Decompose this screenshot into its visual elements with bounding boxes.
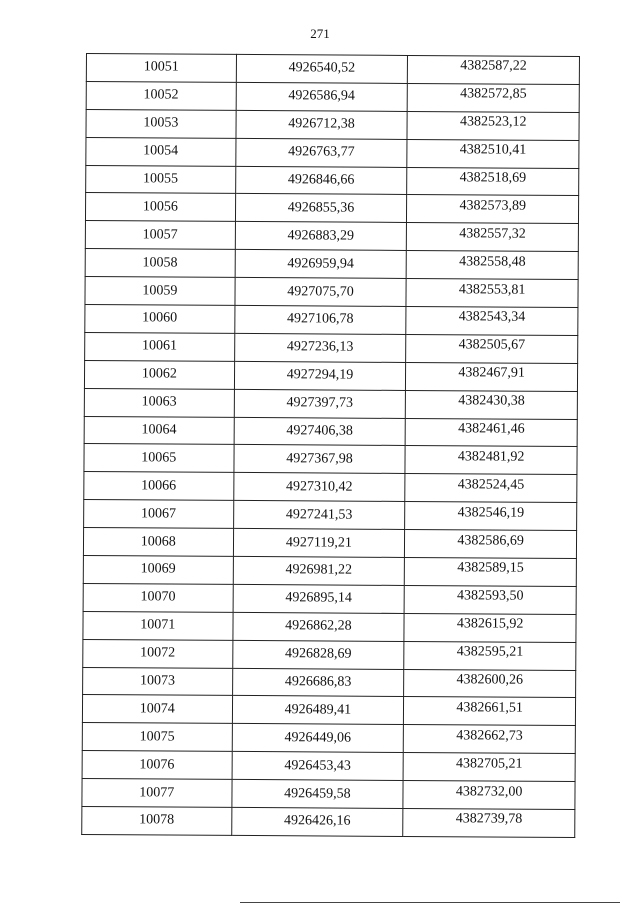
y-coordinate-cell bbox=[404, 641, 576, 670]
y-coordinate-value: 4382467,91 bbox=[458, 365, 525, 381]
x-coordinate-cell: 4927406,38 bbox=[234, 417, 406, 446]
table-row bbox=[84, 500, 577, 531]
point-id-cell: 10054 bbox=[86, 137, 236, 166]
point-id-cell: 10058 bbox=[85, 249, 235, 278]
point-id-cell: 10070 bbox=[83, 583, 233, 612]
x-coordinate-cell: 4927075,70 bbox=[235, 278, 407, 307]
y-coordinate-value: 4382589,15 bbox=[457, 560, 524, 577]
point-id-cell: 10055 bbox=[86, 165, 236, 194]
y-coordinate-value: 4382586,69 bbox=[457, 532, 524, 549]
y-coordinate-cell bbox=[404, 725, 576, 754]
y-coordinate-cell bbox=[406, 251, 578, 280]
table-row bbox=[83, 528, 576, 559]
y-coordinate-value: 4382739,78 bbox=[455, 811, 523, 828]
table-row bbox=[82, 751, 575, 782]
y-coordinate-cell bbox=[406, 362, 578, 391]
point-id-cell: 10075 bbox=[82, 723, 232, 752]
y-coordinate-value: 4382546,19 bbox=[457, 504, 525, 521]
x-coordinate-cell: 4927119,21 bbox=[233, 529, 405, 558]
y-coordinate-value: 4382595,21 bbox=[456, 644, 524, 660]
x-coordinate-cell: 4926426,16 bbox=[231, 807, 403, 836]
y-coordinate-cell bbox=[404, 613, 576, 642]
y-coordinate-cell bbox=[403, 781, 575, 810]
table-row bbox=[86, 165, 579, 196]
point-id-cell: 10067 bbox=[84, 500, 234, 529]
point-id-cell: 10072 bbox=[83, 639, 233, 668]
table-row bbox=[82, 807, 575, 838]
x-coordinate-cell: 4926883,29 bbox=[235, 222, 407, 251]
y-coordinate-cell bbox=[406, 334, 578, 363]
table-row bbox=[82, 779, 575, 810]
point-id-cell: 10071 bbox=[83, 611, 233, 640]
x-coordinate-cell: 4926862,28 bbox=[233, 612, 405, 641]
table-row bbox=[84, 472, 577, 503]
coordinates-table-body bbox=[82, 54, 580, 838]
y-coordinate-cell bbox=[407, 139, 579, 168]
x-coordinate-cell: 4927241,53 bbox=[233, 501, 405, 530]
table-row bbox=[84, 388, 577, 419]
table-row bbox=[83, 639, 576, 670]
y-coordinate-value: 4382705,21 bbox=[456, 755, 523, 772]
y-coordinate-cell bbox=[407, 111, 579, 140]
y-coordinate-cell bbox=[405, 474, 577, 503]
coordinates-table bbox=[81, 53, 580, 838]
y-coordinate-value: 4382430,38 bbox=[458, 393, 525, 409]
point-id-cell: 10052 bbox=[86, 81, 236, 110]
x-coordinate-cell: 4926828,69 bbox=[232, 640, 404, 669]
y-coordinate-cell bbox=[406, 279, 578, 308]
x-coordinate-cell: 4927367,98 bbox=[234, 445, 406, 474]
point-id-cell: 10051 bbox=[86, 54, 236, 83]
x-coordinate-cell: 4926459,58 bbox=[231, 780, 403, 809]
table-row bbox=[83, 556, 576, 587]
y-coordinate-cell bbox=[407, 167, 579, 196]
y-coordinate-value: 4382505,67 bbox=[458, 337, 526, 354]
x-coordinate-cell: 4926895,14 bbox=[233, 584, 405, 613]
y-coordinate-value: 4382600,26 bbox=[456, 672, 524, 688]
table-row bbox=[85, 305, 578, 336]
point-id-cell: 10077 bbox=[82, 779, 232, 808]
y-coordinate-cell bbox=[403, 753, 575, 782]
x-coordinate-cell: 4927310,42 bbox=[233, 473, 405, 502]
x-coordinate-cell: 4927106,78 bbox=[234, 305, 406, 334]
y-coordinate-value: 4382481,92 bbox=[457, 449, 525, 465]
point-id-cell: 10061 bbox=[85, 332, 235, 361]
page-number: 271 bbox=[310, 26, 330, 41]
table-row bbox=[85, 332, 578, 363]
point-id-cell: 10062 bbox=[84, 360, 234, 389]
y-coordinate-value: 4382553,81 bbox=[458, 281, 526, 298]
point-id-cell: 10064 bbox=[84, 416, 234, 445]
y-coordinate-value: 4382557,32 bbox=[459, 226, 526, 242]
y-coordinate-value: 4382662,73 bbox=[456, 728, 523, 744]
x-coordinate-cell: 4926981,22 bbox=[233, 556, 405, 585]
page-bottom-edge bbox=[240, 902, 620, 903]
y-coordinate-value: 4382524,45 bbox=[457, 477, 525, 493]
y-coordinate-cell bbox=[407, 223, 579, 252]
point-id-cell: 10060 bbox=[85, 305, 235, 334]
x-coordinate-cell: 4926540,52 bbox=[236, 54, 408, 83]
y-coordinate-cell bbox=[404, 669, 576, 698]
y-coordinate-cell bbox=[405, 557, 577, 586]
y-coordinate-value: 4382593,50 bbox=[457, 588, 524, 605]
table-row bbox=[85, 277, 578, 308]
y-coordinate-value: 4382523,12 bbox=[459, 114, 527, 130]
y-coordinate-cell bbox=[405, 502, 577, 531]
y-coordinate-value: 4382461,46 bbox=[458, 421, 525, 437]
table-row bbox=[84, 444, 577, 475]
y-coordinate-cell bbox=[404, 585, 576, 614]
x-coordinate-cell: 4926449,06 bbox=[232, 724, 404, 753]
y-coordinate-value: 4382558,48 bbox=[459, 253, 526, 270]
x-coordinate-cell: 4926959,94 bbox=[235, 250, 407, 279]
y-coordinate-value: 4382573,89 bbox=[459, 198, 527, 214]
y-coordinate-value: 4382587,22 bbox=[460, 58, 527, 75]
table-row bbox=[82, 695, 575, 726]
table-row bbox=[86, 137, 579, 168]
y-coordinate-cell bbox=[406, 306, 578, 335]
x-coordinate-cell: 4926763,77 bbox=[235, 138, 407, 167]
y-coordinate-cell bbox=[403, 808, 575, 837]
point-id-cell: 10059 bbox=[85, 277, 235, 306]
y-coordinate-cell bbox=[406, 390, 578, 419]
table-row bbox=[83, 667, 576, 698]
table-row bbox=[85, 193, 578, 224]
table-row bbox=[84, 416, 577, 447]
x-coordinate-cell: 4926686,83 bbox=[232, 668, 404, 697]
table-row bbox=[83, 583, 576, 614]
x-coordinate-cell: 4926712,38 bbox=[236, 110, 408, 139]
x-coordinate-cell: 4927294,19 bbox=[234, 361, 406, 390]
point-id-cell: 10056 bbox=[85, 193, 235, 222]
point-id-cell: 10078 bbox=[82, 807, 232, 836]
table-row bbox=[83, 611, 576, 642]
y-coordinate-value: 4382615,92 bbox=[456, 616, 524, 632]
x-coordinate-cell: 4926453,43 bbox=[232, 752, 404, 781]
y-coordinate-cell bbox=[407, 195, 579, 224]
point-id-cell: 10069 bbox=[83, 556, 233, 585]
x-coordinate-cell: 4926489,41 bbox=[232, 696, 404, 725]
y-coordinate-value: 4382510,41 bbox=[459, 142, 527, 158]
y-coordinate-cell bbox=[404, 697, 576, 726]
y-coordinate-cell bbox=[405, 418, 577, 447]
point-id-cell: 10065 bbox=[84, 444, 234, 473]
x-coordinate-cell: 4927236,13 bbox=[234, 333, 406, 362]
table-row bbox=[82, 723, 575, 754]
point-id-cell: 10057 bbox=[85, 221, 235, 250]
y-coordinate-cell bbox=[407, 83, 579, 112]
y-coordinate-cell bbox=[405, 530, 577, 559]
table-row bbox=[86, 109, 579, 140]
x-coordinate-cell: 4927397,73 bbox=[234, 389, 406, 418]
point-id-cell: 10053 bbox=[86, 109, 236, 138]
table-row bbox=[85, 221, 578, 252]
y-coordinate-value: 4382732,00 bbox=[455, 783, 523, 800]
y-coordinate-value: 4382661,51 bbox=[456, 700, 523, 716]
y-coordinate-cell bbox=[408, 55, 580, 84]
table-row bbox=[86, 54, 579, 85]
x-coordinate-cell: 4926855,36 bbox=[235, 194, 407, 223]
table-row bbox=[85, 249, 578, 280]
x-coordinate-cell: 4926586,94 bbox=[236, 82, 408, 111]
point-id-cell: 10066 bbox=[84, 472, 234, 501]
table-row bbox=[86, 81, 579, 112]
y-coordinate-cell bbox=[405, 446, 577, 475]
point-id-cell: 10063 bbox=[84, 388, 234, 417]
y-coordinate-value: 4382572,85 bbox=[460, 86, 527, 103]
point-id-cell: 10068 bbox=[83, 528, 233, 557]
point-id-cell: 10074 bbox=[82, 695, 232, 724]
point-id-cell: 10073 bbox=[83, 667, 233, 696]
y-coordinate-value: 4382518,69 bbox=[459, 170, 527, 186]
table-row bbox=[84, 360, 577, 391]
point-id-cell: 10076 bbox=[82, 751, 232, 780]
x-coordinate-cell: 4926846,66 bbox=[235, 166, 407, 195]
y-coordinate-value: 4382543,34 bbox=[458, 309, 526, 326]
